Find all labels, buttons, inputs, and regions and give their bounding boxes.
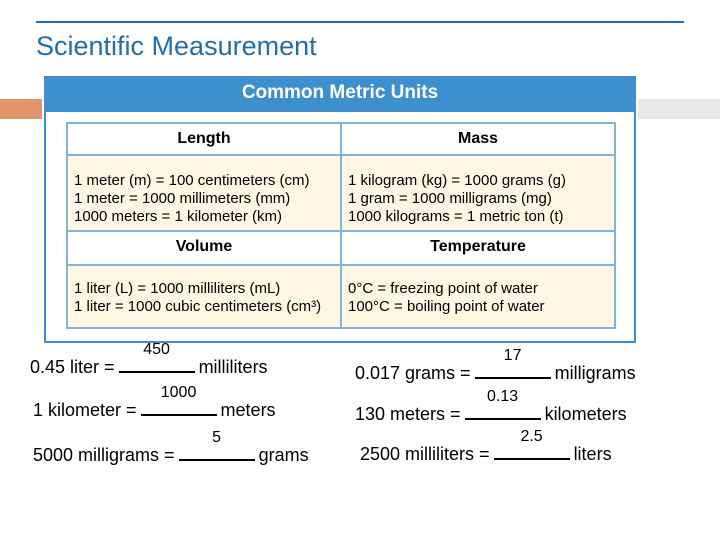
problem-3 <box>33 384 276 421</box>
problem-2 <box>355 347 636 384</box>
column-divider <box>340 124 342 327</box>
problem-prefix: 0.017 grams = <box>355 363 471 383</box>
accent-bar-left <box>0 99 42 119</box>
mass-line-2: 1 gram = 1000 milligrams (mg) <box>348 190 552 207</box>
answer: 0.13 <box>486 388 519 405</box>
answer: 2.5 <box>520 428 543 445</box>
header-temperature: Temperature <box>342 232 614 266</box>
answer-blank <box>494 428 570 460</box>
mass-line-3: 1000 kilograms = 1 metric ton (t) <box>348 208 564 225</box>
problem-unit: meters <box>220 400 276 420</box>
problem-prefix: 1 kilometer = <box>33 400 137 420</box>
problem-1 <box>30 341 268 378</box>
length-line-2: 1 meter = 1000 millimeters (mm) <box>74 190 291 207</box>
problem-6 <box>360 428 612 465</box>
answer: 1000 <box>160 384 197 401</box>
accent-bar-right <box>638 99 720 119</box>
length-line-1: 1 meter (m) = 100 centimeters (cm) <box>74 172 310 189</box>
answer-blank <box>119 341 195 373</box>
temperature-line-1: 0°C = freezing point of water <box>348 280 538 297</box>
units-table <box>66 122 616 329</box>
page-title: Scientific Measurement <box>36 31 317 61</box>
volume-line-1: 1 liter (L) = 1000 milliliters (mL) <box>74 280 281 297</box>
answer: 17 <box>503 347 522 364</box>
panel-title: Common Metric Units <box>241 82 439 103</box>
header-length: Length <box>68 124 340 156</box>
volume-line-2: 1 liter = 1000 cubic centimeters (cm³) <box>74 298 322 315</box>
problem-5 <box>33 429 309 466</box>
mass-line-1: 1 kilogram (kg) = 1000 grams (g) <box>348 172 566 189</box>
answer: 450 <box>143 341 170 358</box>
answer-blank <box>141 384 217 416</box>
answer-blank <box>475 347 551 379</box>
problem-unit: milligrams <box>554 363 636 383</box>
problem-prefix: 2500 milliliters = <box>360 444 490 464</box>
problem-4 <box>355 388 627 425</box>
temperature-line-2: 100°C = boiling point of water <box>348 298 545 315</box>
top-divider <box>36 21 684 23</box>
header-volume: Volume <box>68 232 340 266</box>
problem-unit: liters <box>573 444 612 464</box>
problem-prefix: 130 meters = <box>355 404 461 424</box>
problem-prefix: 5000 milligrams = <box>33 445 175 465</box>
problem-unit: grams <box>258 445 309 465</box>
metric-units-panel <box>44 76 636 343</box>
length-line-3: 1000 meters = 1 kilometer (km) <box>74 208 282 225</box>
problem-prefix: 0.45 liter = <box>30 357 115 377</box>
answer: 5 <box>212 429 222 446</box>
answer-blank <box>179 429 255 461</box>
problem-unit: milliliters <box>198 357 268 377</box>
header-mass: Mass <box>342 124 614 156</box>
problem-unit: kilometers <box>544 404 627 424</box>
answer-blank <box>465 388 541 420</box>
